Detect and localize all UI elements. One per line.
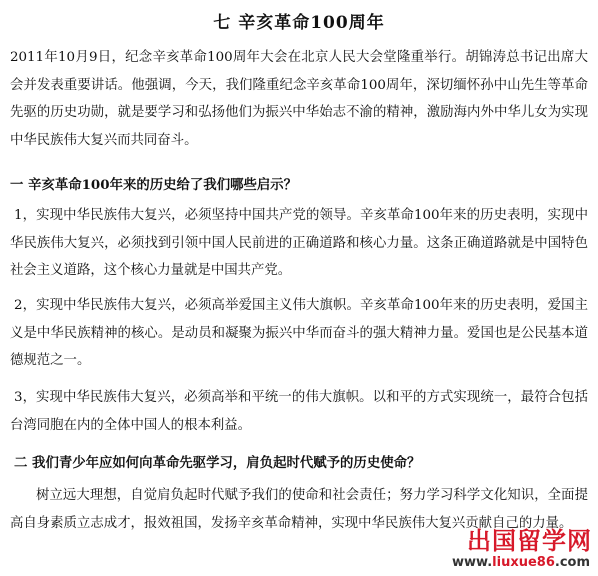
page-title: 七 辛亥革命100周年 (213, 13, 385, 33)
watermark-url: www.liuxue86.com (452, 555, 590, 570)
watermark-text: 出国留学网 (467, 527, 592, 555)
section-1-item-1: 1，实现中华民族伟大复兴，必须坚持中国共产党的领导。辛亥革命100年来的历史表明，实现中华民族伟大复兴，必须找到引领中国人民前进的正确道路和核心力量。这条正确道路就是中国特色社会主义道路，这个核心力量就是中国共产党。 (10, 208, 588, 279)
section-1-heading: 一 辛亥革命100年来的历史给了我们哪些启示？ (10, 177, 298, 193)
section-1-item-3: 3，实现中华民族伟大复兴，必须高举和平统一的伟大旗帜。以和平的方式实现统一，最符合包括台湾同胞在内的全体中国人的根本利益。 (10, 390, 588, 433)
intro-paragraph: 2011年10月9日，纪念辛亥革命100周年大会在北京人民大会堂隆重举行。胡锦涛总书记出席大会并发表重要讲话。他强调，今天，我们隆重纪念辛亥革命100周年，深切缅怀孙中山先生等革命先驱的历史功勋，就是要学习和弘扬他们为振兴中华始志不渝的精神，激励海内外中华儿女为实现中华民族伟大复兴而共同奋斗。 (10, 50, 588, 148)
site-watermark (432, 528, 592, 572)
section-2-heading: 二 我们青少年应如何向革命先驱学习，肩负起时代赋予的历史使命？ (14, 455, 421, 471)
section-2-answer: 树立远大理想，自觉肩负起时代赋予我们的使命和社会责任；努力学习科学文化知识，全面提高自身素质立志成才，报效祖国，发扬辛亥革命精神，实现中华民族伟大复兴贡献自己的力量。 (10, 488, 588, 531)
section-1-item-2: 2，实现中华民族伟大复兴，必须高举爱国主义伟大旗帜。辛亥革命100年来的历史表明，爱国主义是中华民族精神的核心。是动员和凝聚为振兴中华而奋斗的强大精神力量。爱国也是公民基本道德规范之一。 (10, 298, 588, 369)
